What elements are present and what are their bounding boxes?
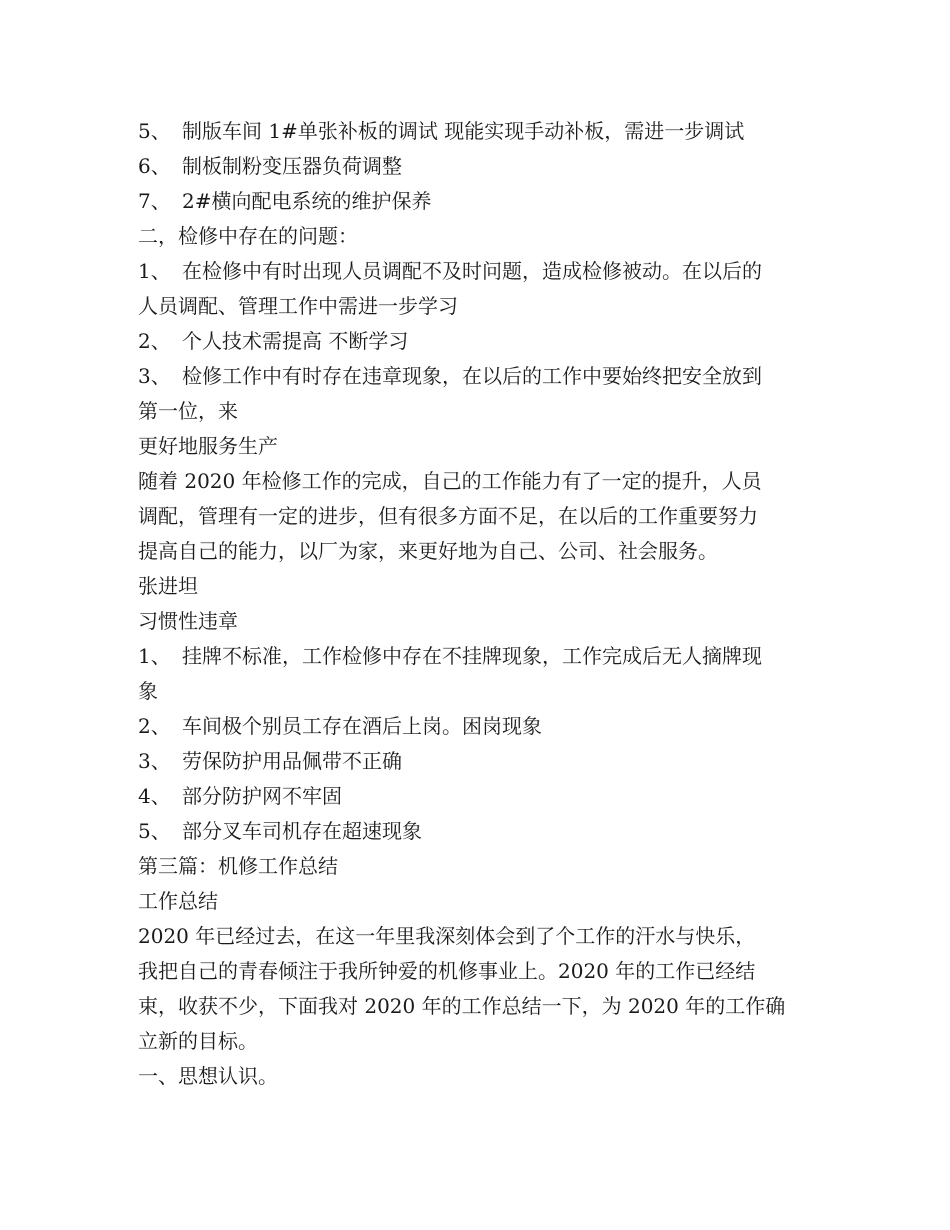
section-heading: 习惯性违章 — [138, 609, 238, 633]
list-number: 6、 — [138, 154, 171, 178]
list-item — [138, 744, 818, 779]
list-text: 检修工作中有时存在违章现象，在以后的工作中要始终把安全放到 — [182, 364, 762, 388]
list-text: 制版车间 1#单张补板的调试 现能实现手动补板，需进一步调试 — [182, 119, 745, 143]
list-number: 2、 — [138, 329, 171, 353]
paragraph-line: 调配，管理有一定的进步，但有很多方面不足，在以后的工作重要努力 — [138, 504, 758, 528]
list-text: 挂牌不标准，工作检修中存在不挂牌现象，工作完成后无人摘牌现 — [182, 644, 762, 668]
list-text: 制板制粉变压器负荷调整 — [182, 154, 402, 178]
list-item — [138, 359, 818, 394]
text-line: 第一位，来 — [138, 399, 238, 423]
section-heading: 一、思想认识。 — [138, 1064, 278, 1088]
document-body — [138, 114, 818, 1094]
list-text: 部分防护网不牢固 — [182, 784, 342, 808]
list-text: 劳保防护用品佩带不正确 — [182, 749, 402, 773]
text-line: 人员调配、管理工作中需进一步学习 — [138, 294, 458, 318]
section-heading: 二，检修中存在的问题： — [138, 224, 358, 248]
list-text: 2#横向配电系统的维护保养 — [182, 189, 432, 213]
chapter-title: 第三篇：机修工作总结 — [138, 854, 338, 878]
section-heading: 工作总结 — [138, 889, 218, 913]
paragraph-line: 随着 2020 年检修工作的完成，自己的工作能力有了一定的提升，人员 — [138, 469, 762, 493]
list-text: 车间极个别员工存在酒后上岗。困岗现象 — [182, 714, 542, 738]
list-number: 2、 — [138, 714, 171, 738]
paragraph-line: 立新的目标。 — [138, 1029, 258, 1053]
list-number: 1、 — [138, 259, 171, 283]
list-item — [138, 184, 818, 219]
list-number: 7、 — [138, 189, 171, 213]
list-item — [138, 814, 818, 849]
list-number: 3、 — [138, 749, 171, 773]
list-number: 5、 — [138, 819, 171, 843]
list-item — [138, 324, 818, 359]
list-text: 部分叉车司机存在超速现象 — [182, 819, 422, 843]
list-item — [138, 254, 818, 289]
list-number: 1、 — [138, 644, 171, 668]
list-item — [138, 149, 818, 184]
paragraph-line: 我把自己的青春倾注于我所钟爱的机修事业上。2020 年的工作已经结 — [138, 959, 756, 983]
text-line: 象 — [138, 679, 158, 703]
list-text: 在检修中有时出现人员调配不及时问题，造成检修被动。在以后的 — [182, 259, 762, 283]
list-item — [138, 114, 818, 149]
paragraph-line: 提高自己的能力，以厂为家，来更好地为自己、公司、社会服务。 — [138, 539, 718, 563]
author-name: 张进坦 — [138, 574, 198, 598]
list-text: 个人技术需提高 不断学习 — [182, 329, 409, 353]
list-item — [138, 779, 818, 814]
list-number: 3、 — [138, 364, 171, 388]
list-item — [138, 709, 818, 744]
list-number: 4、 — [138, 784, 171, 808]
text-line: 更好地服务生产 — [138, 434, 278, 458]
paragraph-line: 束，收获不少，下面我对 2020 年的工作总结一下，为 2020 年的工作确 — [138, 994, 786, 1018]
paragraph-line: 2020 年已经过去，在这一年里我深刻体会到了个工作的汗水与快乐， — [138, 924, 756, 948]
list-item — [138, 639, 818, 674]
list-number: 5、 — [138, 119, 171, 143]
